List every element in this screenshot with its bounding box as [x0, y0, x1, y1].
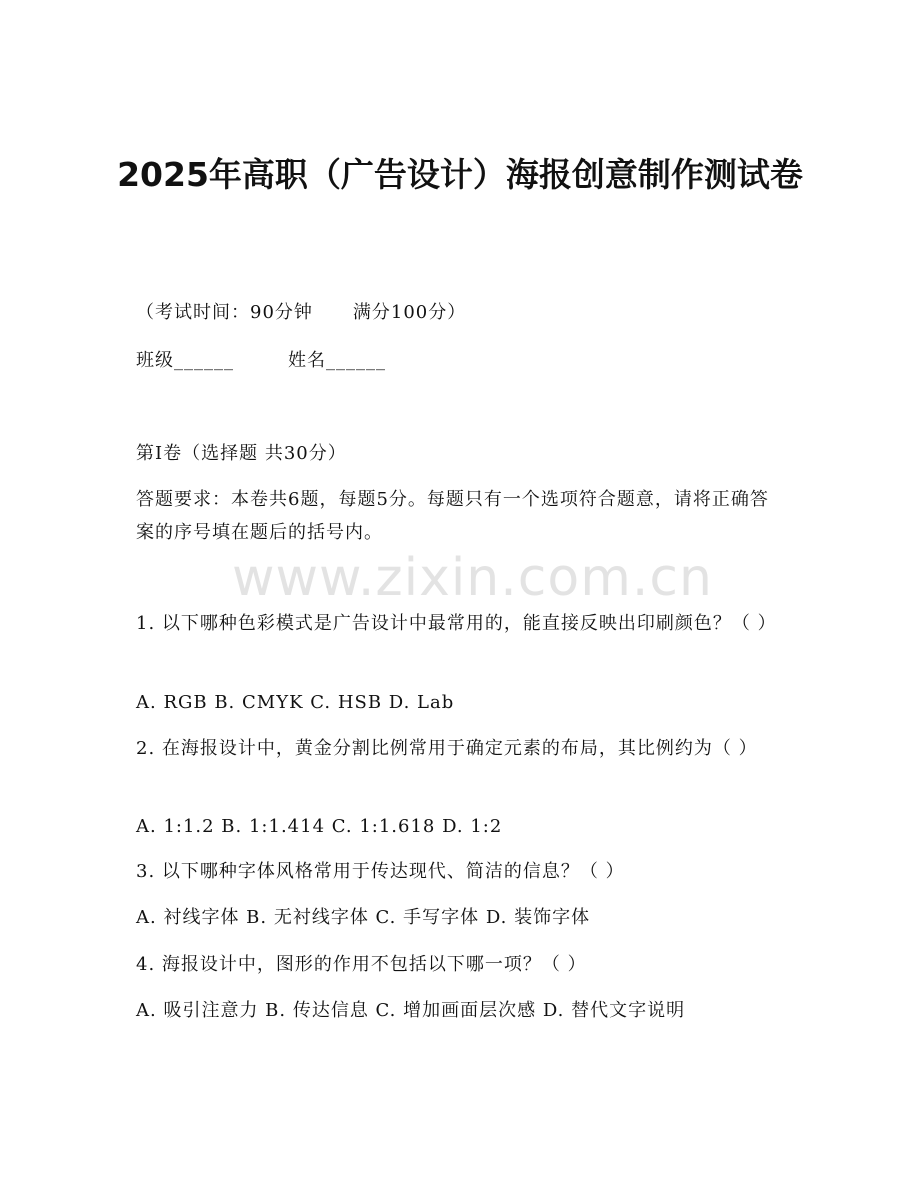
question-1-options: A. RGB B. CMYK C. HSB D. Lab [136, 692, 455, 713]
section-heading: 第I卷（选择题 共30分） [136, 443, 347, 464]
name-field: 姓名______ [288, 350, 386, 371]
exam-score: 满分100分） [352, 302, 467, 323]
class-field: 班级______ [136, 350, 234, 371]
section-instructions: 答题要求：本卷共6题，每题5分。每题只有一个选项符合题意，请将正确答案的序号填在题后的括号内。 [136, 489, 769, 543]
watermark: www.zixin.com.cn [232, 548, 713, 608]
question-3-options: A. 衬线字体 B. 无衬线字体 C. 手写字体 D. 装饰字体 [136, 907, 591, 928]
exam-time: （考试时间：90分钟 [136, 302, 313, 323]
page-title: 2025年高职（广告设计）海报创意制作测试卷 [117, 155, 803, 194]
exam-info [136, 296, 786, 329]
question-4-stem: 4. 海报设计中，图形的作用不包括以下哪一项？（ ） [136, 954, 587, 975]
student-info [136, 344, 786, 377]
question-2-options: A. 1:1.2 B. 1:1.414 C. 1:1.618 D. 1:2 [136, 816, 503, 837]
question-4-options: A. 吸引注意力 B. 传达信息 C. 增加画面层次感 D. 替代文字说明 [136, 1000, 686, 1021]
question-2-stem: 2. 在海报设计中，黄金分割比例常用于确定元素的布局，其比例约为（ ） [136, 738, 758, 759]
question-1-stem: 1. 以下哪种色彩模式是广告设计中最常用的，能直接反映出印刷颜色？（ ） [136, 613, 777, 634]
question-3-stem: 3. 以下哪种字体风格常用于传达现代、简洁的信息？（ ） [136, 861, 625, 882]
